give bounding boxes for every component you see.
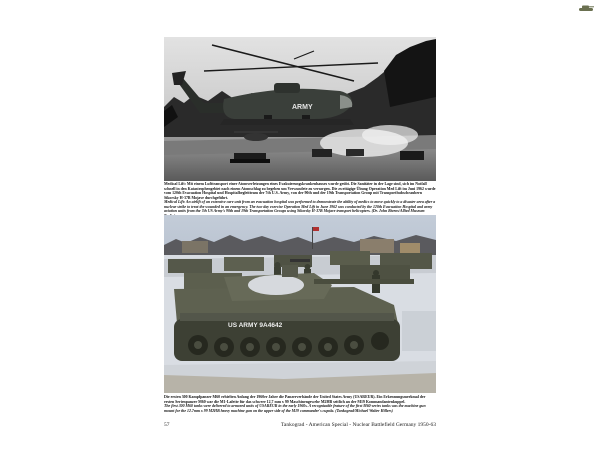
book-title: Tankograd - American Special - Nuclear Battlefield Germany 1950-63: [280, 422, 436, 428]
caption-german: Medical Lift: Mit einem Lufttransport einer Atomverletzungen eines Evakuierungskrankenhauses wurde geübt. Die Sanitäter in der Lage sind, sich im Notfall schnell in den Katastrophengebiet nach einem Atomschlag zu begeben um Verwundete zu versorgen. Die zweitägige Übung Operation Med Lift im Juni 1962 wurde vom 120th Evacuation Hospital und Hospitalbegleitteam der 7th U.S. Army, von der 90th und der 19th Transportation Group mit Transporthubschraubern Sikorsky H-37B Mojave durchgeführt.: [164, 182, 436, 200]
tanks-photo: [164, 215, 436, 393]
tank-silhouette-icon: [578, 3, 594, 13]
tanks-photo-caption: [164, 395, 436, 419]
page-footer: [164, 421, 436, 429]
caption-english: The first 300 M60 tanks were delivered to armored units of USAREUR in the early 1960s. A recognizable feature of the first M60-series tanks was the machine gun mount for the 12.7mm x 99 M2HB heavy machine gun on the upper side of the M19 commander's cupola. (Tankograd/Michael Walter Hillers): [164, 404, 426, 413]
caption-english: Medical Lift: An airlift of an extensive care unit from an evacuation hospital was performed to demonstrate the ability of medics to move quickly to a disaster area after a nuclear strike to treat the wounded in an emergency. The two-day exercise Operation Med Lift in June 1962 was conducted by the 120th Evacuation Hospital and army aviation units from the 7th US Army's 90th and 19th Transportation Groups using Sikorsky H-37B Mojave transport helicopters. (Dr. John Bivens/Allied Museum: [164, 200, 436, 213]
page-number: 57: [164, 422, 170, 428]
helicopter-photo: [164, 37, 436, 181]
caption-german: Die ersten 300 Kampfpanzer M60 erhielten Anfang der 1960er Jahre die Panzerverbände der United States Army (USAREUR). Ein Erkennungsmerkmal der ersten Serienpanzer M60 war die M1-Lafette für das schwere 12,7 mm x 99 Maschinengewehr M2HB seitlich an der M19 Kommandantenkuppel.: [164, 395, 426, 404]
helicopter-army-marking: ARMY: [292, 104, 313, 111]
tank-us-army-marking: US ARMY 9A4642: [228, 322, 283, 329]
helicopter-photo-caption: [164, 182, 436, 214]
